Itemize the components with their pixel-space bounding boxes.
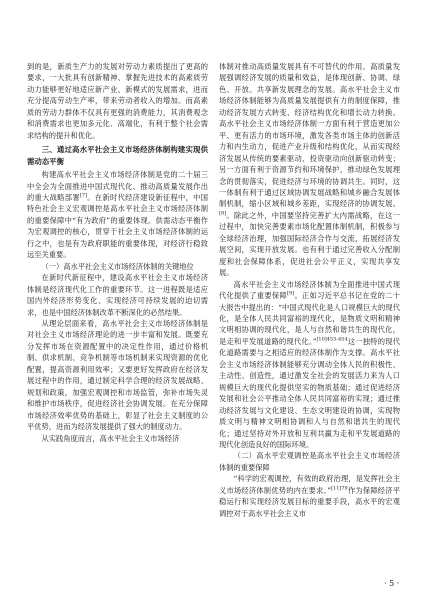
paragraph-text: 这一独特的现代化道路需要与之相适应的经济体制作为支撑。高水平社会主义市场经济体制能够充分调动全体人民的积极性、主动性、创造性，通过激发全社会的发展活力来为人口规模巨大的现代化提供坚实的物质基础；通过促进经济发展和社会公平推动全体人民共同富裕的实现；通过推动经济发展与文化建设、生态文明建设的协调，实现物质文明与精神文明相协调和人与自然和谐共生的现代化；通过坚持对外开放和互利共赢为走和平发展道路的现代化创造良好的国际环境。 [219,336,400,449]
citation: [9] [287,290,295,297]
page-number: · 5 · [384,579,400,588]
paragraph: 从理论层面来看，高水平社会主义市场经济体制是对社会主义市场经济理论的进一步丰富和发展。既要充分发挥市场在资源配置中的决定性作用，通过价格机制、供求机制、竞争机制等市场机制来实现资源的优化配置，提高资源利用效率；又要更好发挥政府在经济发展过程中的作用，通过制定科学合理的经济发展战略、规划和政策，加强宏观调控和市场监管，弥补市场失灵和维护市场秩序，促进经济社会协调发展。在充分保障市场经济效率优势的基础上，彰显了社会主义制度的公平优势，进而为经济发展提供了强大的制度动力。 [27,318,208,432]
citation: [8] [219,210,227,217]
paragraph-text: 。除此之外，中国要坚持完善扩大内需战略，在这一过程中，加快完善要素市场化配置体制机制，积极参与全球经济治理，加强国际经济合作与交流，拓展经济发展空间，实现开放发展。也有利于通过完善收入分配制度和社会保障体系，促进社会公平正义，实现共享发展。 [219,210,400,278]
paragraph-text: 高水平社会主义市场经济体制为全面推进中国式现代化提供了重要保障 [219,279,400,301]
paragraph-text: 。在新时代经济建设新征程中，中国特色社会主义宏观调控是高水平社会主义市场经济体制的重要保障中“有为政府”的重要体现。供需动态平衡作为宏观调控的核心，贯穿于社会主义市场经济体制的运行之中，也是有为政府职能的重要体现，对经济行稳致远至关重要。 [27,192,208,260]
paragraph [219,61,400,279]
paragraph-text: 。正如习近平总书记在党的二十大报告中提出的：“中国式现代化是人口规模巨大的现代化，是全体人民共同富裕的现代化，是物质文明和精神文明相协调的现代化，是人与自然和谐共生的现代化，是走和平发展道路的现代化。” [219,291,400,346]
paragraph [219,279,400,451]
paragraph: 在新时代新征程中，建设高水平社会主义市场经济体制是经济现代化工作的重要环节。这一进程既是适应国内外经济形势变化、实现经济可持续发展的迫切需求，也是中国经济体制改革不断深化的必然结果。 [27,273,208,317]
right-column [219,61,400,519]
section-heading: 三、通过高水平社会主义市场经济体制构建实现供需动态平衡 [27,145,208,166]
paragraph-text: 作为保障经济平稳运行和实现经济发展目标的重要手段，高水平的宏观调控对于高水平社会主义市 [219,485,400,518]
paragraph-text: 体制对推动高质量发展具有不可替代的作用。高质量发展强调经济发展的质量和效益，是体现创新、协调、绿色、开放、共享新发展理念的发展。高水平社会主义市场经济体制能够为高质量发展提供有力的制度保障，推动经济发展方式转变、经济结构优化和增长动力转换。高水平社会主义市场经济体制一方面有利于营造更加公平、更有活力的市场环境，激发各类市场主体的创新活力和内生动力，促进产业升级和结构优化，从而实现经济发展从传统的要素驱动、投资驱动向创新驱动转变；另一方面有利于资源节约和环境保护，推动绿色发展理念的贯彻落实，促进经济与环境的协调共生。同时，这一体制有利于通过区域协调发展战略和城乡融合发展体制机制，缩小区域和城乡差距，实现经济的协调发展。 [219,62,400,209]
citation: [7] [79,192,88,199]
paragraph [27,169,208,261]
paragraph: 从实践角度而言，高水平社会主义市场经济 [41,433,180,443]
citation: [11]79 [331,485,348,492]
left-column [27,61,208,444]
paragraph-text: “科学的宏观调控，有效的政府治理，是发挥社会主义市场经济体制优势的内在要求。” [219,474,400,495]
paragraph: 到的是，新质生产力的发展对劳动力素质提出了更高的要求，一大批具有创新精神、掌握先进技术的高素质劳动力能够更好地适应新产业、新模式的发展需求，进而充分提高劳动生产率，带来劳动者收入的增加。而高素质的劳动力群体不仅具有更强的消费能力，其消费观念和消费需求也更加多元化、高端化，有利于整个社会需求结构的提升和优化。 [27,62,208,140]
subsection-heading: （二）高水平宏观调控是高水平社会主义市场经济体制的重要保障 [219,451,400,472]
citation: [10]453-454 [316,336,348,343]
subsection-heading: （一）高水平社会主义市场经济体制的关键地位 [41,261,194,271]
paragraph [219,473,400,519]
paragraph-text: 构建高水平社会主义市场经济体制是党的二十届三中全会为全面推进中国式现代化、推动高质量发展作出的重大战略部署 [27,170,208,202]
